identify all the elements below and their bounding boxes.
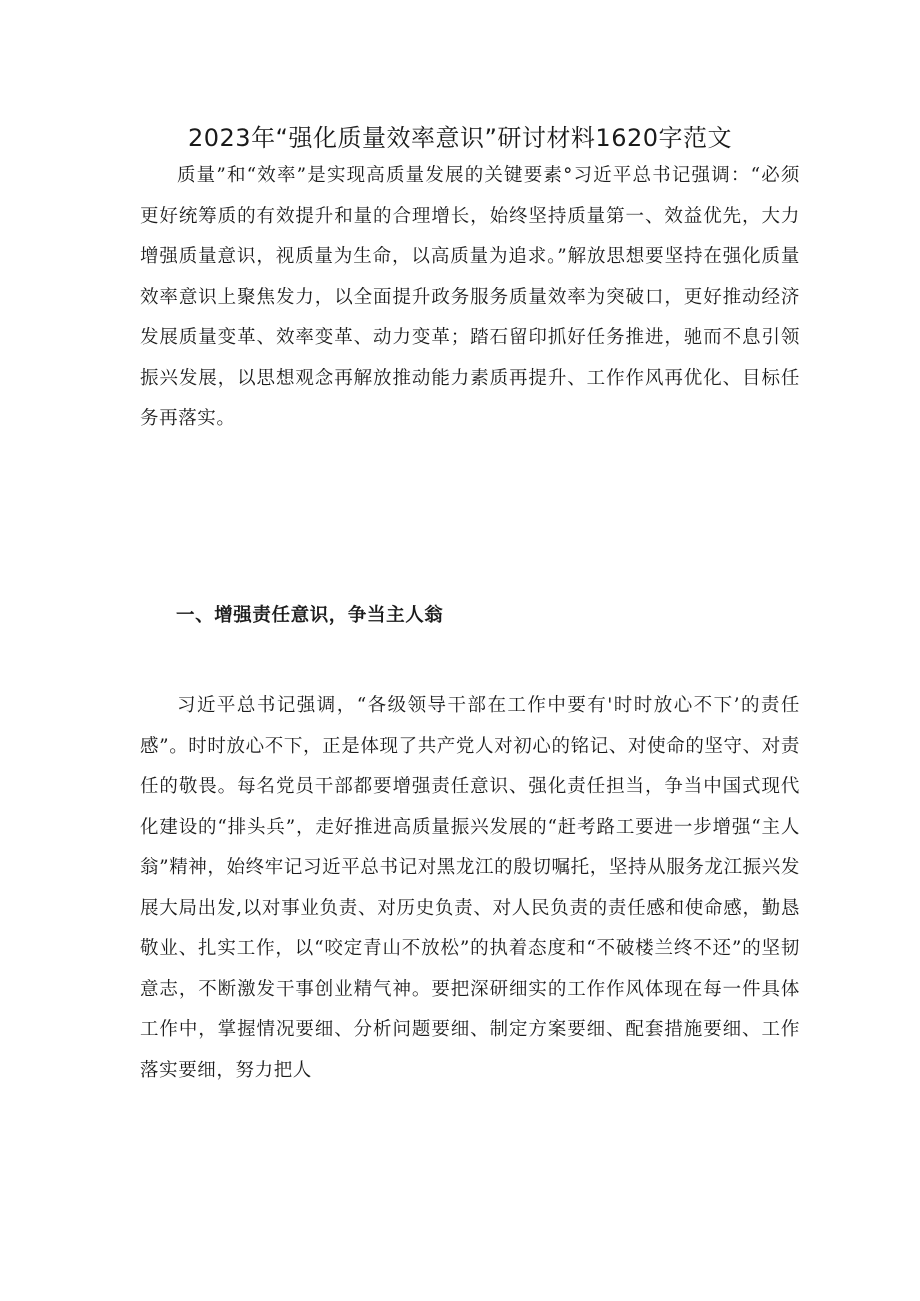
intro-paragraph: 质量”和“效率”是实现高质量发展的关键要素°习近平总书记强调：“必须更好统筹质的有效提升和量的合理增长，始终坚持质量第一、效益优先，大力增强质量意识，视质量为生命，以高质量为追求。”解放思想要坚持在强化质量效率意识上聚焦发力，以全面提升政务服务质量效率为突破口，更好推动经济发展质量变革、效率变革、动力变革；踏石留印抓好任务推进，驰而不息引领振兴发展，以思想观念再解放推动能力素质再提升、工作作风再优化、目标任务再落实。 — [140, 165, 800, 429]
body-paragraph: 习近平总书记强调，“各级领导干部在工作中要有'时时放心不下’的责任感”。时时放心不下，正是体现了共产党人对初心的铭记、对使命的坚守、对责任的敬畏。每名党员干部都要增强责任意识、强化责任担当，争当中国式现代化建设的“排头兵”，走好推进高质量振兴发展的“赶考路工要进一步增强“主人翁”精神，始终牢记习近平总书记对黑龙江的殷切嘱托，坚持从服务龙江振兴发展大局出发,以对事业负责、对历史负责、对人民负责的责任感和使命感，勤恳敬业、扎实工作，以“咬定青山不放松”的执着态度和“不破楼兰终不还”的坚韧意志，不断激发干事创业精气神。要把深研细实的工作作风体现在每一件具体工作中，掌握情况要细、分析问题要细、制定方案要细、配套措施要细、工作落实要细，努力把人 — [140, 695, 800, 1081]
section-heading: 一、增强责任意识，争当主人翁 — [176, 605, 444, 626]
document-title: 2023年“强化质量效率意识”研讨材料1620字范文 — [187, 124, 733, 152]
